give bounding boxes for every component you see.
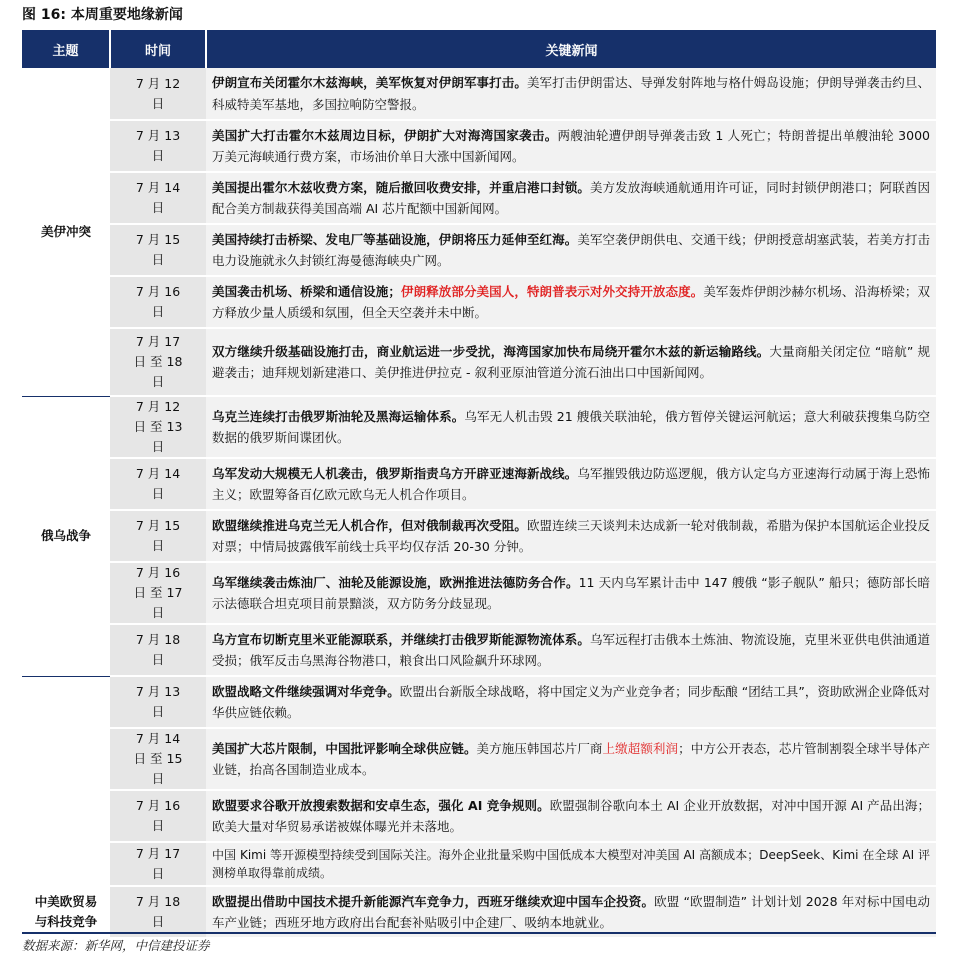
news-cell: [206, 224, 936, 276]
table-row: [22, 790, 936, 842]
date-cell: 7 月 15 日: [110, 224, 206, 276]
news-detail: 美军空袭伊朗供电、交通干线；伊朗授意胡塞武装，若美方打击电力设施就永久封锁红海曼德海峡央广网。: [212, 231, 930, 268]
news-detail: 美军轰炸伊朗沙赫尔机场、沿海桥梁；双方释放少量人质缓和氛围，但全天空袭并未中断。: [212, 283, 930, 320]
date-cell: 7 月 13 日: [110, 120, 206, 172]
figure-title: 图 16: 本周重要地缘新闻: [22, 7, 183, 23]
news-detail: 两艘油轮遭伊朗导弹袭击致 1 人死亡；特朗普提出单艘油轮 3000 万美元海峡通行费方案，市场油价单日大涨中国新闻网。: [212, 127, 930, 164]
news-headline: 乌军继续袭击炼油厂、油轮及能源设施，欧洲推进法德防务合作。: [212, 574, 579, 590]
news-headline: 美国扩大打击霍尔木兹周边目标，伊朗扩大对海湾国家袭击。: [212, 127, 558, 143]
news-cell: [206, 120, 936, 172]
date-cell: 7 月 15 日: [110, 510, 206, 562]
news-cell: [206, 68, 936, 120]
date-cell: 7 月 16 日: [110, 790, 206, 842]
news-headline: 欧盟提出借助中国技术提升新能源汽车竞争力，西班牙继续欢迎中国车企投资。: [212, 893, 655, 909]
date-cell: 7 月 12 日 至 13 日: [110, 396, 206, 458]
news-cell: [206, 676, 936, 728]
news-cell: [206, 562, 936, 624]
news-detail: 乌军远程打击俄本土炼油、物流设施，克里米亚供电供油通道受损；俄军反击乌黑海谷物港口，粮食出口风险飙升环球网。: [212, 631, 930, 668]
table-row: [22, 328, 936, 396]
news-detail-lead: 美方施压韩国芯片厂商: [476, 740, 603, 756]
news-cell: [206, 172, 936, 224]
table-row: [22, 172, 936, 224]
source-note: 数据来源：新华网，中信建投证券: [22, 938, 210, 953]
table-row: [22, 886, 936, 938]
table-row: [22, 676, 936, 728]
news-headline: 美国提出霍尔木兹收费方案，随后撤回收费安排，并重启港口封锁。: [212, 179, 590, 195]
date-cell: 7 月 13 日: [110, 676, 206, 728]
table-row: [22, 842, 936, 886]
news-headline: 欧盟要求谷歌开放搜索数据和安卓生态，强化 AI 竞争规则。: [212, 797, 550, 813]
news-cell: [206, 624, 936, 676]
table-body: [22, 68, 936, 938]
news-headline: 美国袭击机场、桥梁和通信设施；: [212, 283, 401, 299]
table-row: [22, 728, 936, 790]
news-detail: 大量商船关闭定位 “暗航” 规避袭击；迪拜规划新建港口、美伊推进伊拉克 - 叙利亚原油管道分流石油出口中国新闻网。: [212, 343, 930, 380]
header-time: 时间: [110, 30, 206, 68]
table-row: [22, 120, 936, 172]
table-row: [22, 224, 936, 276]
news-cell: [206, 728, 936, 790]
date-cell: 7 月 18 日: [110, 886, 206, 938]
news-detail: 欧盟 “欧盟制造” 计划计划 2028 年对标中国电动车产业链；西班牙地方政府出台配套补贴吸引中企建厂、吸纳本地就业。: [212, 893, 930, 930]
date-cell: 7 月 18 日: [110, 624, 206, 676]
news-cell: [206, 396, 936, 458]
table-row: [22, 458, 936, 510]
bottom-rule: [22, 932, 936, 934]
news-detail: 中国 Kimi 等开源模型持续受到国际关注。海外企业批量采购中国低成本大模型对冲美国 AI 高额成本；DeepSeek、Kimi 在全球 AI 评测榜单取得靠前成绩。: [212, 848, 930, 880]
table-row: [22, 624, 936, 676]
date-cell: 7 月 14 日: [110, 458, 206, 510]
news-detail: 欧盟出台新版全球战略，将中国定义为产业竞争者；同步酝酿 “团结工具”，资助欧洲企业降低对华供应链依赖。: [212, 683, 930, 720]
news-detail: 欧盟强制谷歌向本土 AI 企业开放数据，对冲中国开源 AI 产品出海；欧美大量对华贸易承诺被媒体曝光并未落地。: [212, 797, 931, 834]
news-cell: [206, 510, 936, 562]
header-topic: 主题: [22, 30, 110, 68]
date-cell: 7 月 17 日: [110, 842, 206, 886]
news-detail: 乌军无人机击毁 21 艘俄关联油轮，俄方暂停关键运河航运；意大利破获搜集乌防空数据的俄罗斯间谍团伙。: [212, 408, 930, 445]
date-cell: 7 月 14 日 至 15 日: [110, 728, 206, 790]
table-row: [22, 68, 936, 120]
news-detail: 美方发放海峡通航通用许可证，同时封锁伊朗港口；阿联酋因配合美方制裁获得美国高端 AI 芯片配额中国新闻网。: [212, 179, 930, 216]
geopolitics-news-table: [22, 30, 936, 939]
news-detail: 欧盟连续三天谈判未达成新一轮对俄制裁，希腊为保护本国航运企业投反对票；中情局披露俄军前线士兵平均仅存活 20-30 分钟。: [212, 517, 930, 554]
news-headline: 乌克兰连续打击俄罗斯油轮及黑海运输体系。: [212, 408, 465, 424]
date-cell: 7 月 14 日: [110, 172, 206, 224]
date-cell: 7 月 12 日: [110, 68, 206, 120]
news-cell: [206, 842, 936, 886]
news-cell: [206, 276, 936, 328]
news-detail: 美军打击伊朗雷达、导弹发射阵地与格什姆岛设施；伊朗导弹袭击约旦、科威特美军基地，多国拉响防空警报。: [212, 75, 930, 112]
topic-cell: 美伊冲突: [22, 68, 110, 396]
news-detail: 乌军摧毁俄边防巡逻舰，俄方认定乌方亚速海行动属于海上恐怖主义；欧盟筹备百亿欧元欧乌无人机合作项目。: [212, 465, 930, 502]
news-cell: [206, 790, 936, 842]
news-headline: 美国扩大芯片限制，中国批评影响全球供应链。: [212, 740, 477, 756]
news-detail: ；中方公开表态，芯片管制割裂全球半导体产业链，抬高各国制造业成本。: [212, 740, 930, 777]
news-cell: [206, 886, 936, 938]
table-row: [22, 562, 936, 624]
date-cell: 7 月 17 日 至 18 日: [110, 328, 206, 396]
header-news: 关键新闻: [206, 30, 936, 68]
news-headline: 欧盟战略文件继续强调对华竞争。: [212, 683, 400, 699]
news-cell: [206, 328, 936, 396]
date-cell: 7 月 16 日: [110, 276, 206, 328]
table-row: [22, 510, 936, 562]
news-highlight: 伊朗释放部分美国人，特朗普表示对外交持开放态度。: [400, 283, 704, 299]
news-headline: 双方继续升级基础设施打击，商业航运进一步受扰，海湾国家加快布局绕开霍尔木兹的新运输路线。: [212, 343, 770, 359]
news-headline: 美国持续打击桥梁、发电厂等基础设施，伊朗将压力延伸至红海。: [212, 231, 578, 247]
news-headline: 伊朗宣布关闭霍尔木兹海峡，美军恢复对伊朗军事打击。: [212, 75, 527, 90]
topic-cell: 中美欧贸易与科技竞争: [22, 676, 110, 938]
news-detail: 11 天内乌军累计击中 147 艘俄 “影子舰队” 船只；德防部长暗示法德联合坦克项目前景黯淡，双方防务分歧显现。: [212, 574, 930, 611]
table-row: [22, 276, 936, 328]
news-highlight: 上缴超额利润: [602, 740, 679, 756]
news-headline: 欧盟继续推进乌克兰无人机合作，但对俄制裁再次受阻。: [212, 517, 527, 533]
table-row: [22, 396, 936, 458]
news-cell: [206, 458, 936, 510]
date-cell: 7 月 16 日 至 17 日: [110, 562, 206, 624]
topic-cell: 俄乌战争: [22, 396, 110, 676]
news-headline: 乌方宣布切断克里米亚能源联系，并继续打击俄罗斯能源物流体系。: [212, 631, 590, 647]
table-header-row: [22, 30, 936, 68]
news-headline: 乌军发动大规模无人机袭击，俄罗斯指责乌方开辟亚速海新战线。: [212, 465, 578, 481]
